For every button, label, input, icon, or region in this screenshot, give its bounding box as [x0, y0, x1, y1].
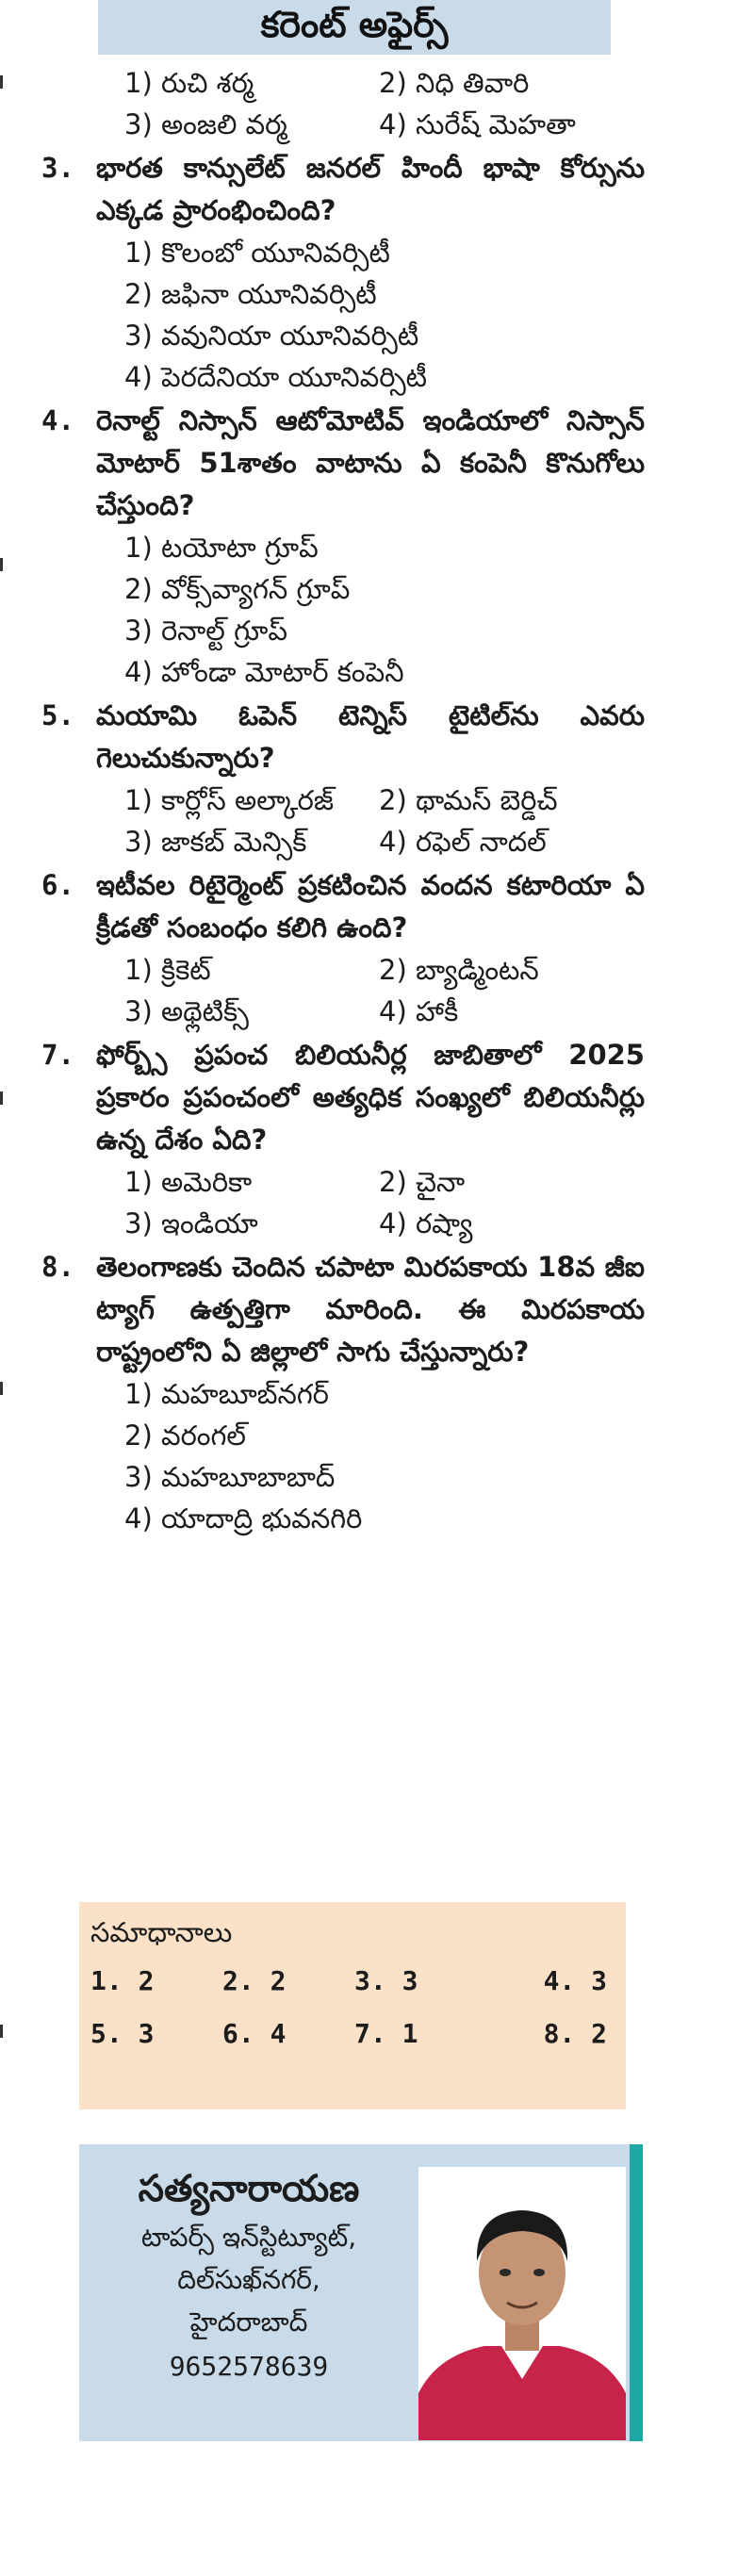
question-number: 8. — [41, 1251, 74, 1283]
option: 4) హోండా మోటార్ కంపెనీ — [124, 656, 404, 688]
answers-row — [79, 2008, 626, 2060]
option: 1) కార్లోస్ అల్కారజ్ — [124, 784, 335, 816]
question-7 — [41, 1034, 645, 1161]
question-8 — [41, 1246, 645, 1373]
option: 1) మహబూబ్‌నగర్ — [124, 1378, 329, 1410]
question-number: 4. — [41, 404, 74, 436]
option: 2) జఫినా యూనివర్సిటీ — [124, 278, 377, 310]
author-info — [89, 2163, 409, 2390]
margin-mark — [0, 1091, 10, 1105]
option: 3) జాకబ్ మెన్సిక్ — [124, 826, 307, 858]
answer-item: 8. 2 — [543, 2018, 607, 2049]
answer-item: 5. 3 — [90, 2018, 155, 2049]
option: 2) నిధి తివారి — [379, 67, 530, 99]
author-photo — [418, 2167, 626, 2440]
option: 2) బ్యాడ్మింటన్ — [379, 954, 539, 986]
option: 1) కొలంబో యూనివర్సిటీ — [124, 237, 390, 269]
page-title: కరెంట్ అఫైర్స్ — [260, 4, 449, 45]
option: 1) టయోటా గ్రూప్ — [124, 532, 319, 564]
option: 3) వవునియా యూనివర్సిటీ — [124, 320, 419, 352]
question-text: మయామి ఓపెన్ టెన్నిస్ టైటిల్‌ను ఎవరు గెలుచుకున్నారు? — [96, 699, 645, 774]
option: 2) చైనా — [379, 1166, 466, 1198]
question-text: రెనాల్ట్ నిస్సాన్ ఆటోమోటివ్ ఇండియాలో నిస్సాన్ మోటార్ 51శాతం వాటాను ఏ కంపెనీ కొనుగోలు చేస్తుంది? — [96, 404, 645, 521]
answer-item: 3. 3 — [354, 1965, 418, 1996]
person-portrait-icon — [418, 2167, 626, 2440]
question-6 — [41, 864, 645, 949]
margin-mark — [0, 2025, 10, 2038]
answers-row — [79, 1955, 626, 2008]
answer-item: 6. 4 — [222, 2018, 287, 2049]
options-row — [41, 779, 645, 821]
option: 4) రష్యా — [379, 1207, 473, 1239]
margin-mark — [0, 558, 10, 571]
continued-options-row — [41, 104, 645, 145]
question-5 — [41, 695, 645, 779]
author-city: హైదరాబాద్ — [189, 2306, 308, 2338]
quiz-content — [41, 62, 645, 1539]
options-row — [41, 1203, 645, 1244]
options-row — [41, 949, 645, 991]
author-phone: 9652578639 — [169, 2351, 329, 2382]
option: 2) థామస్ బెర్డిచ్ — [379, 784, 558, 816]
continued-options-row — [41, 62, 645, 104]
question-number: 7. — [41, 1039, 74, 1071]
answer-item: 1. 2 — [90, 1965, 155, 1996]
question-4 — [41, 400, 645, 527]
options-row — [41, 1161, 645, 1203]
question-number: 6. — [41, 869, 74, 901]
option: 1) అమెరికా — [124, 1166, 253, 1198]
question-3 — [41, 147, 645, 232]
answers-box — [79, 1902, 626, 2109]
option: 2) వరంగల్ — [124, 1419, 246, 1452]
option: 3) ఇండియా — [124, 1207, 258, 1239]
option: 4) హాకీ — [379, 995, 459, 1027]
author-accent-bar — [630, 2144, 643, 2441]
option: 4) యాదాద్రి భువనగిరి — [124, 1502, 363, 1534]
author-area: దిల్‌సుఖ్‌నగర్, — [177, 2264, 320, 2295]
answer-item: 4. 3 — [543, 1965, 607, 1996]
author-institute: టాపర్స్ ఇన్‌స్టిట్యూట్, — [140, 2222, 357, 2253]
option: 1) క్రికెట్ — [124, 954, 211, 986]
answer-item: 2. 2 — [222, 1965, 287, 1996]
header-bar — [98, 0, 611, 55]
options-row — [41, 991, 645, 1032]
option: 3) అంజలి వర్మ — [124, 108, 287, 140]
margin-mark — [0, 1382, 10, 1395]
option: 2) వోక్స్‌వ్యాగన్ గ్రూప్ — [124, 573, 351, 605]
option: 1) రుచి శర్మ — [124, 67, 254, 99]
option: 4) రఫెల్ నాదల్ — [379, 826, 547, 858]
question-number: 5. — [41, 699, 74, 731]
question-number: 3. — [41, 152, 74, 184]
answers-title: సమాధానాలు — [90, 1916, 233, 1948]
option: 3) మహబూబాబాద్ — [124, 1461, 336, 1493]
option: 3) రెనాల్ట్ గ్రూప్ — [124, 615, 287, 647]
option: 4) పెరదేనియా యూనివర్సిటీ — [124, 361, 427, 393]
answer-item: 7. 1 — [354, 2018, 418, 2049]
option: 4) సురేష్ మెహతా — [379, 108, 576, 140]
option: 3) అథ్లెటిక్స్ — [124, 995, 249, 1027]
question-text: భారత కాన్సులేట్ జనరల్ హిందీ భాషా కోర్సును ఎక్కడ ప్రారంభించింది? — [96, 152, 645, 226]
author-name: సత్యనారాయణ — [138, 2168, 360, 2210]
options-row — [41, 821, 645, 862]
margin-mark — [0, 75, 10, 89]
question-text: తెలంగాణకు చెందిన చపాటా మిరపకాయ 18వ జీఐ ట్యాగ్ ఉత్పత్తిగా మారింది. ఈ మిరపకాయ రాష్ట్రంలోని ఏ జిల్లాలో సాగు చేస్తున్నారు? — [96, 1251, 645, 1368]
question-text: ఫోర్బ్స్ ప్రపంచ బిలియనీర్ల జాబితాలో 2025 ప్రకారం ప్రపంచంలో అత్యధిక సంఖ్యలో బిలియనీర్లు ఉన్న దేశం ఏది? — [96, 1039, 645, 1156]
question-text: ఇటీవల రిటైర్మెంట్ ప్రకటించిన వందన కటారియా ఏ క్రీడతో సంబంధం కలిగి ఉంది? — [96, 869, 645, 943]
author-box — [79, 2144, 630, 2441]
